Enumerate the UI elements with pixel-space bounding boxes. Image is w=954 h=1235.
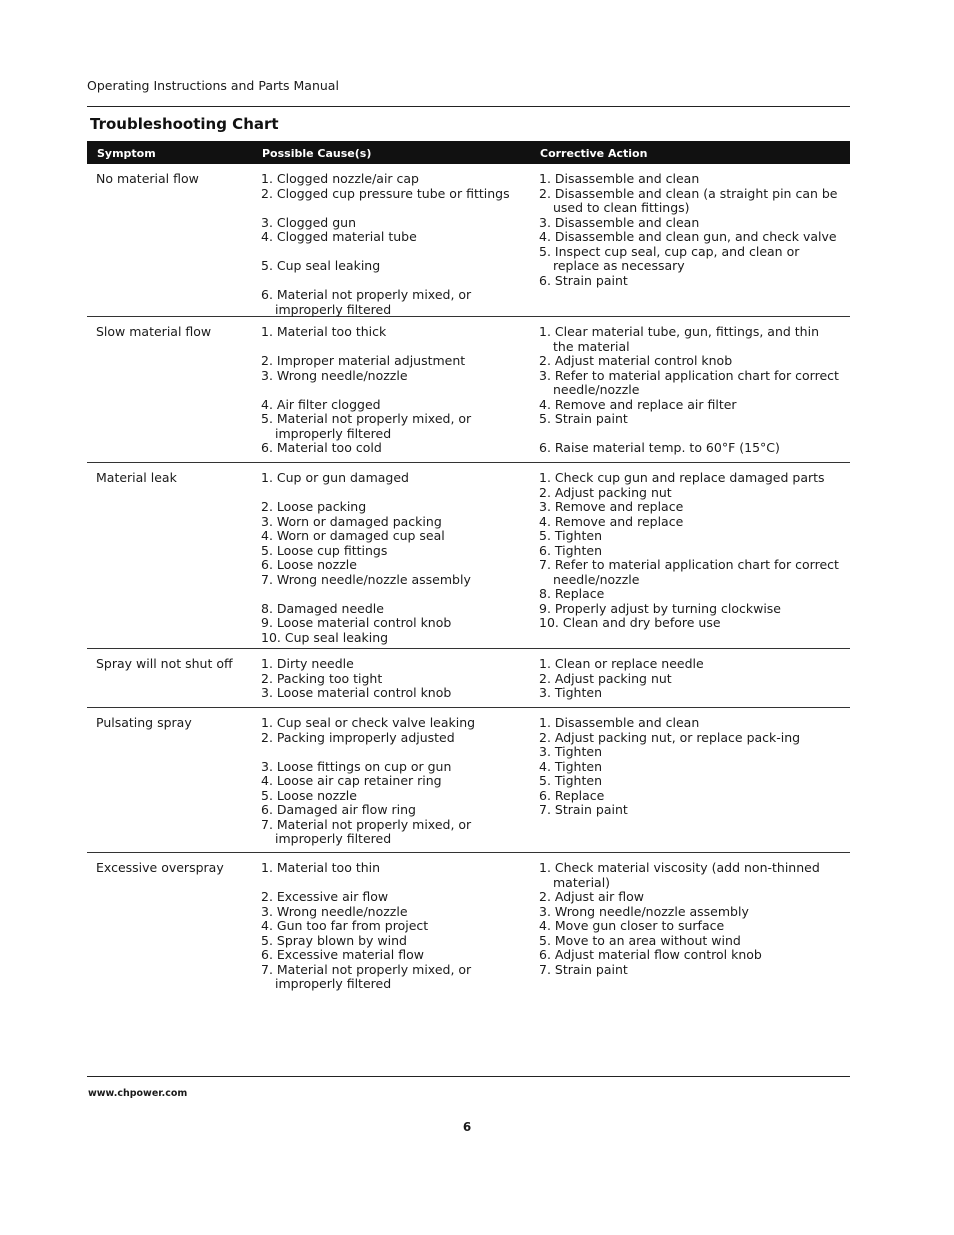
header-divider: [87, 106, 850, 107]
cause-item: 1. Dirty needle: [261, 656, 354, 671]
cause-item: 3. Worn or damaged packing: [261, 513, 442, 529]
cause-item: 2. Loose packing: [261, 499, 367, 514]
manual-header: Operating Instructions and Parts Manual: [87, 78, 339, 93]
action-item: 10. Clean and dry before use: [539, 615, 721, 630]
table-header-row: [87, 141, 850, 164]
cause-item: 1. Material too thick: [261, 324, 387, 339]
action-item: 5. Tighten: [539, 528, 602, 543]
cause-item: 9. Loose material control knob: [261, 615, 452, 630]
page-number: 6: [462, 1120, 472, 1134]
table-row: [87, 164, 850, 317]
action-item: 2. Adjust packing nut: [539, 670, 672, 686]
action-item: 7. Strain paint: [539, 961, 628, 977]
cause-item: 5. Cup seal leaking: [261, 258, 381, 273]
cause-item: 2. Packing too tight: [261, 670, 383, 686]
action-item: 4. Disassemble and clean gun, and check valve: [539, 229, 837, 244]
action-item: 3. Disassemble and clean: [539, 214, 700, 230]
cause-item: 7. Material not properly mixed, or improperly filtered: [261, 961, 472, 991]
action-item: 3. Wrong needle/nozzle assembly: [539, 903, 749, 919]
cause-item: 4. Air filter clogged: [261, 396, 381, 412]
action-item: 4. Remove and replace air filter: [539, 396, 737, 412]
action-item: 6. Replace: [539, 787, 605, 803]
cause-item: 1. Material too thin: [261, 860, 381, 875]
cause-item: 3. Wrong needle/nozzle: [261, 367, 408, 383]
action-item: 5. Inspect cup seal, cup cap, and clean or replace as necessary: [539, 243, 800, 273]
action-item: 3. Refer to material application chart for correct needle/nozzle: [539, 367, 839, 397]
action-item: 5. Tighten: [539, 773, 602, 788]
cause-item: 4. Worn or damaged cup seal: [261, 528, 445, 543]
cause-cell: [261, 716, 531, 847]
action-item: 7. Refer to material application chart for correct needle/nozzle: [539, 557, 839, 587]
symptom-cell: Pulsating spray: [96, 715, 192, 730]
cause-item: 6. Material not properly mixed, or improperly filtered: [261, 287, 472, 317]
action-item: 9. Properly adjust by turning clockwise: [539, 600, 781, 616]
action-item: 2. Adjust packing nut, or replace pack-ing: [539, 729, 801, 745]
action-item: 4. Move gun closer to surface: [539, 918, 725, 933]
cause-item: 5. Spray blown by wind: [261, 932, 407, 948]
action-item: 4. Tighten: [539, 758, 602, 774]
cause-item: 4. Clogged material tube: [261, 229, 417, 244]
action-item: 8. Replace: [539, 586, 605, 601]
symptom-cell: Excessive overspray: [96, 860, 224, 875]
symptom-cell: No material flow: [96, 171, 199, 186]
action-item: 7. Strain paint: [539, 802, 628, 817]
action-item: 2. Adjust material control knob: [539, 353, 733, 368]
table-row: [87, 708, 850, 853]
table-row: [87, 463, 850, 649]
action-item: 5. Move to an area without wind: [539, 932, 741, 948]
action-cell: [539, 325, 839, 456]
action-item: 2. Disassemble and clean (a straight pin can be used to clean fittings): [539, 185, 838, 215]
cause-item: 3. Loose material control knob: [261, 685, 452, 700]
table-row: [87, 317, 850, 463]
action-item: 4. Remove and replace: [539, 513, 684, 529]
symptom-cell: Spray will not shut off: [96, 656, 233, 671]
cause-item: 3. Loose fittings on cup or gun: [261, 758, 452, 774]
cause-item: 8. Damaged needle: [261, 600, 384, 616]
action-cell: [539, 861, 839, 977]
cause-item: 6. Excessive material flow: [261, 947, 424, 962]
cause-item: 5. Loose nozzle: [261, 787, 357, 803]
cause-item: 3. Clogged gun: [261, 214, 356, 230]
action-item: 3. Tighten: [539, 685, 602, 700]
cause-item: 2. Clogged cup pressure tube or fittings: [261, 185, 510, 201]
table-row: [87, 853, 850, 997]
symptom-cell: Material leak: [96, 470, 177, 485]
troubleshooting-table: [87, 141, 850, 997]
cause-item: 6. Loose nozzle: [261, 557, 357, 572]
action-item: 2. Adjust air flow: [539, 889, 644, 904]
action-item: 3. Remove and replace: [539, 499, 684, 514]
footer-divider: [87, 1076, 850, 1077]
cause-cell: [261, 172, 531, 317]
cause-item: 2. Packing improperly adjusted: [261, 729, 455, 745]
action-item: 6. Tighten: [539, 542, 602, 558]
cause-item: 1. Cup or gun damaged: [261, 470, 409, 485]
action-item: 6. Strain paint: [539, 272, 628, 288]
action-item: 1. Check material viscosity (add non-thinned material): [539, 860, 820, 890]
action-item: 6. Adjust material flow control knob: [539, 947, 762, 962]
column-header-cause: Possible Cause(s): [262, 147, 372, 160]
action-item: 1. Check cup gun and replace damaged parts: [539, 470, 825, 485]
symptom-cell: Slow material flow: [96, 324, 212, 339]
footer-url: www.chpower.com: [88, 1088, 188, 1099]
cause-cell: [261, 861, 531, 992]
cause-item: 5. Material not properly mixed, or improperly filtered: [261, 411, 472, 441]
action-cell: [539, 657, 839, 701]
action-item: 6. Raise material temp. to 60°F (15°C): [539, 440, 780, 455]
column-header-action: Corrective Action: [540, 147, 648, 160]
action-cell: [539, 172, 839, 288]
action-cell: [539, 471, 839, 631]
cause-item: 1. Cup seal or check valve leaking: [261, 715, 476, 730]
cause-item: 3. Wrong needle/nozzle: [261, 903, 408, 919]
action-item: 5. Strain paint: [539, 411, 628, 426]
cause-cell: [261, 471, 531, 645]
cause-item: 5. Loose cup fittings: [261, 542, 388, 558]
action-item: 1. Clean or replace needle: [539, 656, 704, 671]
cause-cell: [261, 325, 531, 456]
cause-item: 6. Damaged air flow ring: [261, 802, 416, 817]
cause-item: 4. Loose air cap retainer ring: [261, 773, 442, 788]
cause-item: 2. Improper material adjustment: [261, 353, 466, 368]
cause-cell: [261, 657, 531, 701]
action-item: 1. Clear material tube, gun, fittings, and thin the material: [539, 324, 820, 354]
cause-item: 6. Material too cold: [261, 440, 382, 455]
cause-item: 4. Gun too far from project: [261, 918, 429, 933]
table-row: [87, 649, 850, 708]
cause-item: 1. Clogged nozzle/air cap: [261, 171, 419, 186]
cause-item: 10. Cup seal leaking: [261, 629, 389, 645]
action-item: 1. Disassemble and clean: [539, 171, 700, 186]
cause-item: 2. Excessive air flow: [261, 889, 389, 904]
action-item: 1. Disassemble and clean: [539, 715, 700, 730]
action-cell: [539, 716, 839, 818]
cause-item: 7. Material not properly mixed, or improperly filtered: [261, 816, 472, 846]
action-item: 3. Tighten: [539, 744, 602, 759]
column-header-symptom: Symptom: [97, 147, 156, 160]
cause-item: 7. Wrong needle/nozzle assembly: [261, 571, 471, 587]
chart-title: Troubleshooting Chart: [90, 115, 279, 133]
action-item: 2. Adjust packing nut: [539, 484, 672, 500]
